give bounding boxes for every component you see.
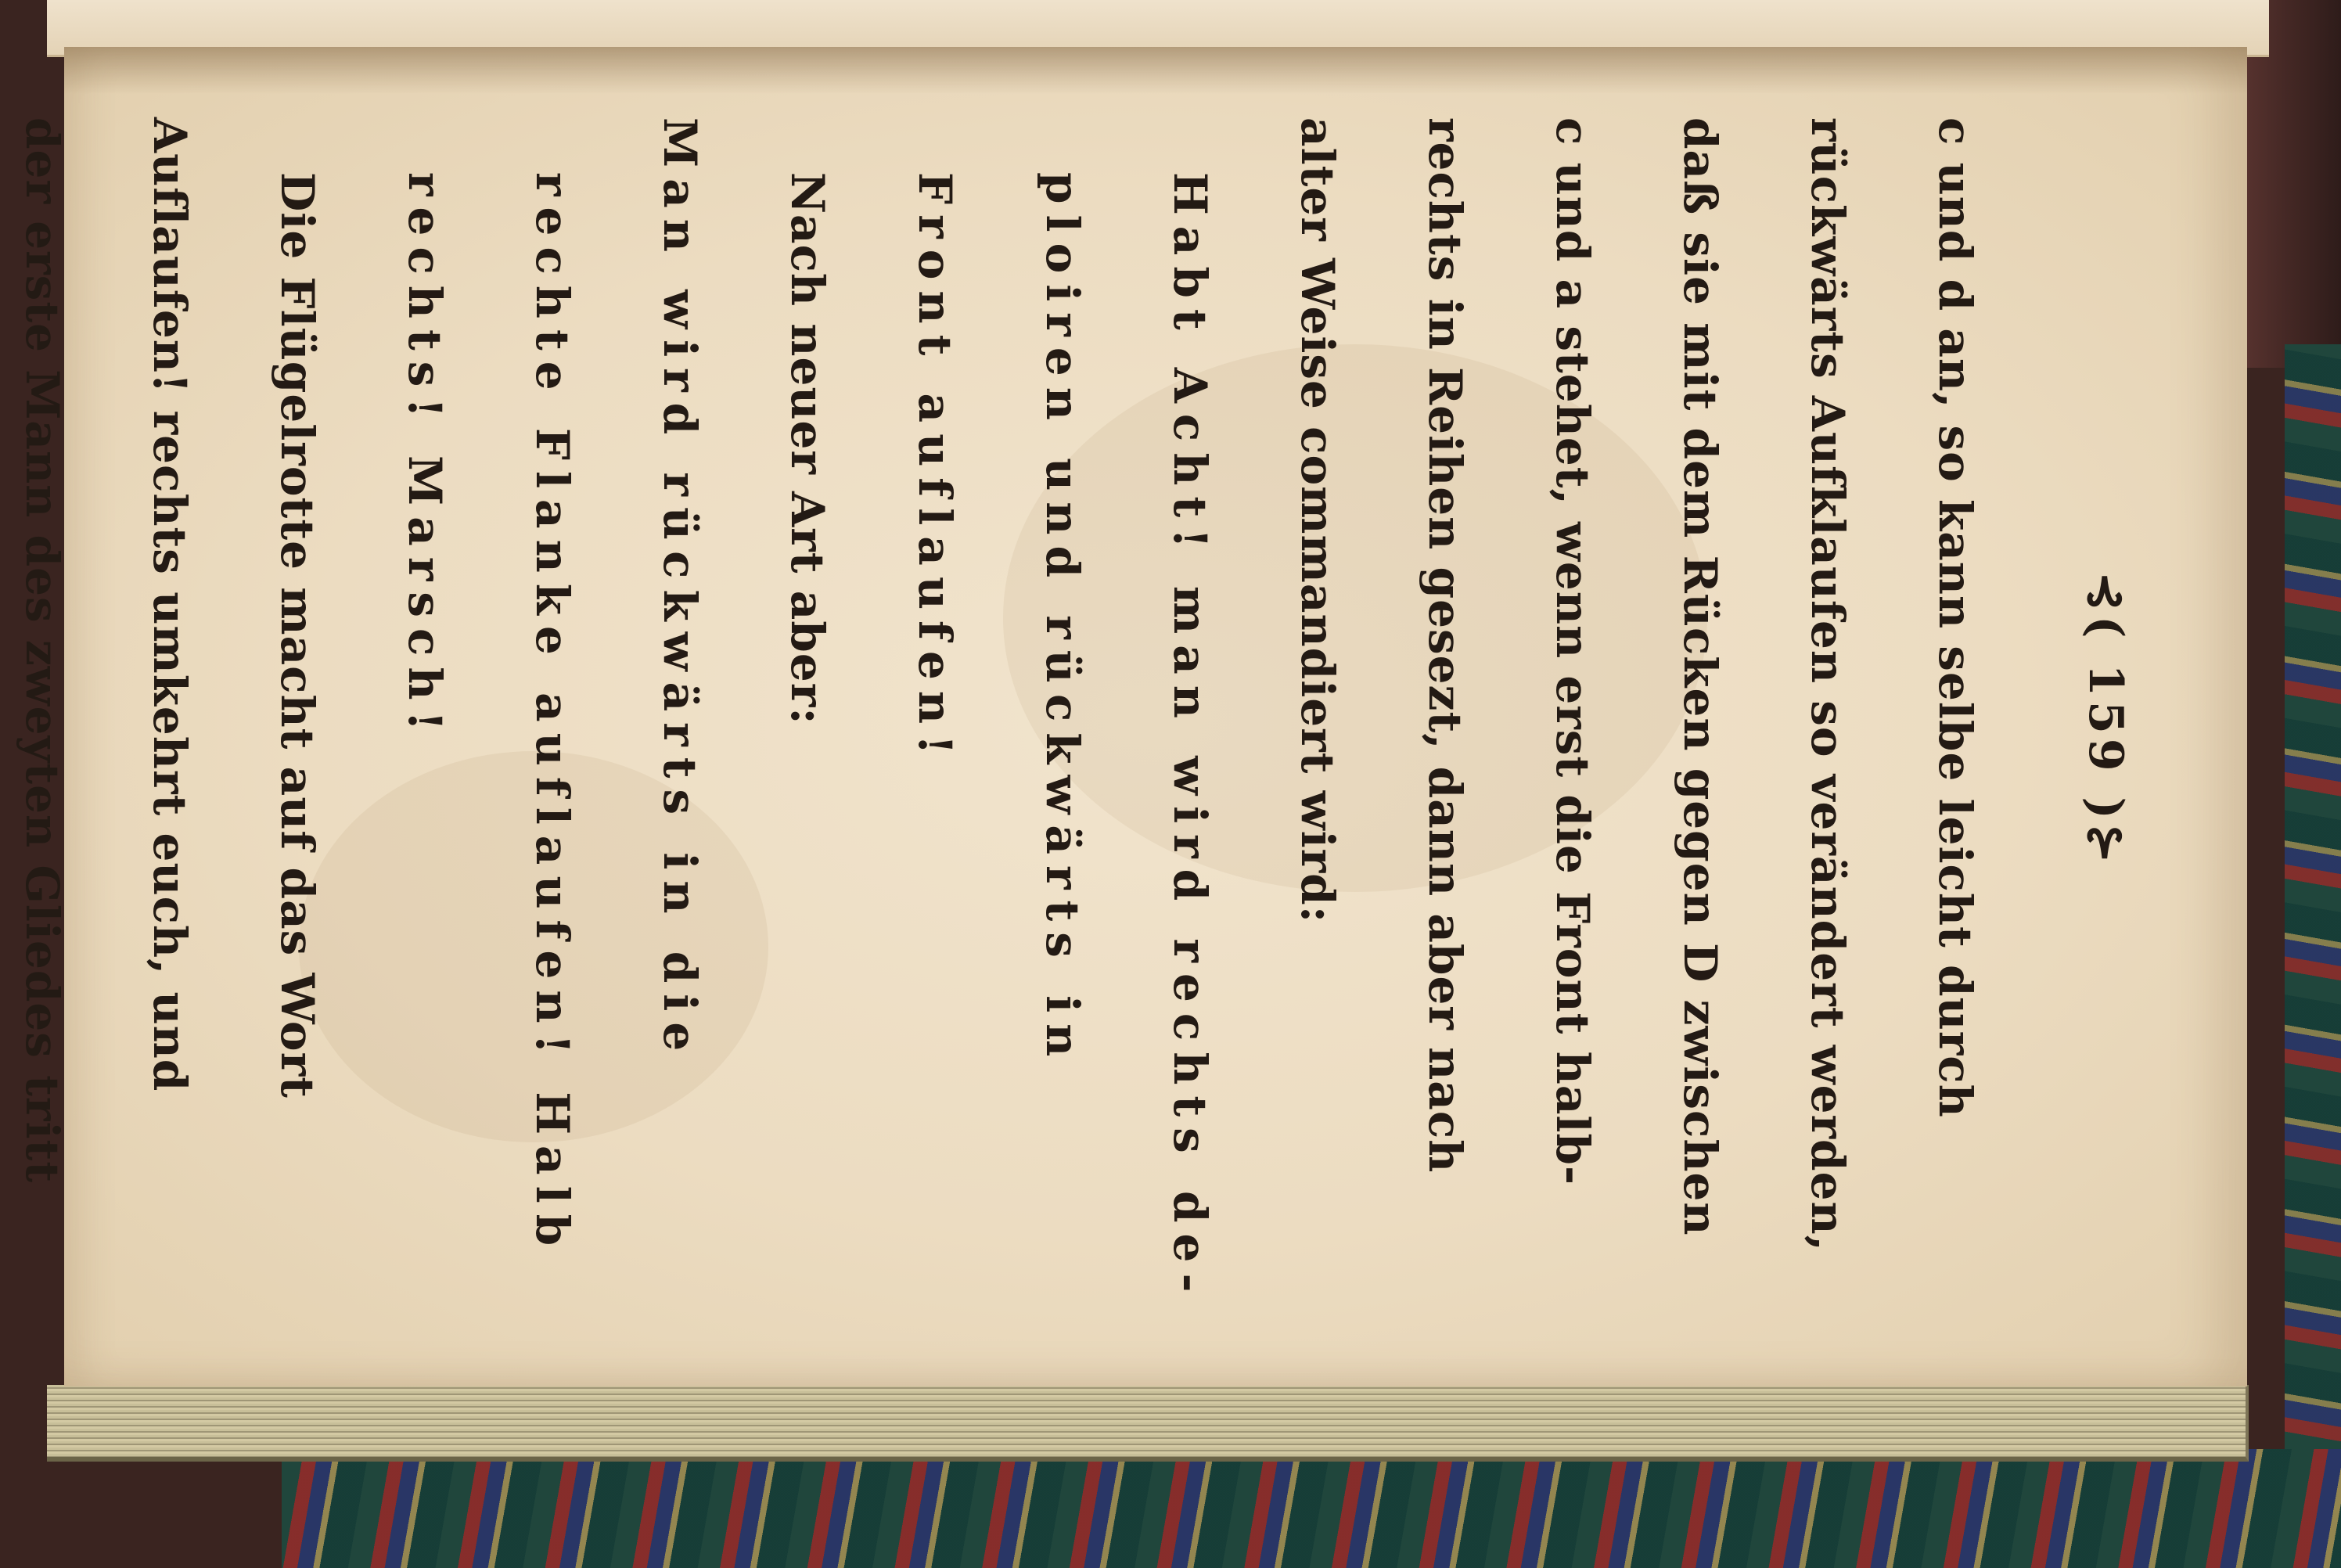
text-line: daß sie mit dem Rücken gegen D zwischen: [1674, 117, 1727, 1236]
marbled-cover-right: [2285, 344, 2341, 1455]
text-line: c und a stehet, wenn erst die Front halb-: [1546, 117, 1599, 1186]
text-line: ploiren und rückwärts in: [1036, 172, 1089, 1068]
text-block: [16, 110, 2222, 1330]
text-line: Die Flügelrotte macht auf das Wort: [271, 172, 324, 1099]
text-line: Man wird rückwärts in die: [653, 117, 707, 1063]
text-line: der erste Mann des zweyten Gliedes tritt: [16, 117, 69, 1184]
text-line: rückwärts Aufklaufen so verändert werden,: [1801, 117, 1854, 1252]
text-line: rechts! Marsch!: [398, 172, 451, 742]
text-line: Habt Acht! man wird rechts de-: [1163, 172, 1217, 1304]
page-header: ⊰( 159 )⊱: [2078, 571, 2133, 869]
text-line: rechte Flanke auflaufen! Halb: [526, 172, 579, 1257]
text-line: Front auflaufen!: [908, 172, 962, 766]
marbled-cover-bottom: [282, 1449, 2341, 1568]
text-line: Nach neuer Art aber:: [781, 172, 834, 725]
page-gutter-shadow: [64, 47, 2247, 94]
text-line: c und d an, so kann selbe leicht durch: [1929, 117, 1982, 1118]
text-line: rechts in Reihen gesezt, dann aber nach: [1419, 117, 1472, 1174]
text-line: Auflaufen! rechts umkehrt euch, und: [143, 117, 196, 1092]
page-edges: [47, 1385, 2249, 1462]
text-line: alter Weise commandiert wird:: [1291, 117, 1344, 924]
rotated-page-text: [16, 117, 2133, 1322]
